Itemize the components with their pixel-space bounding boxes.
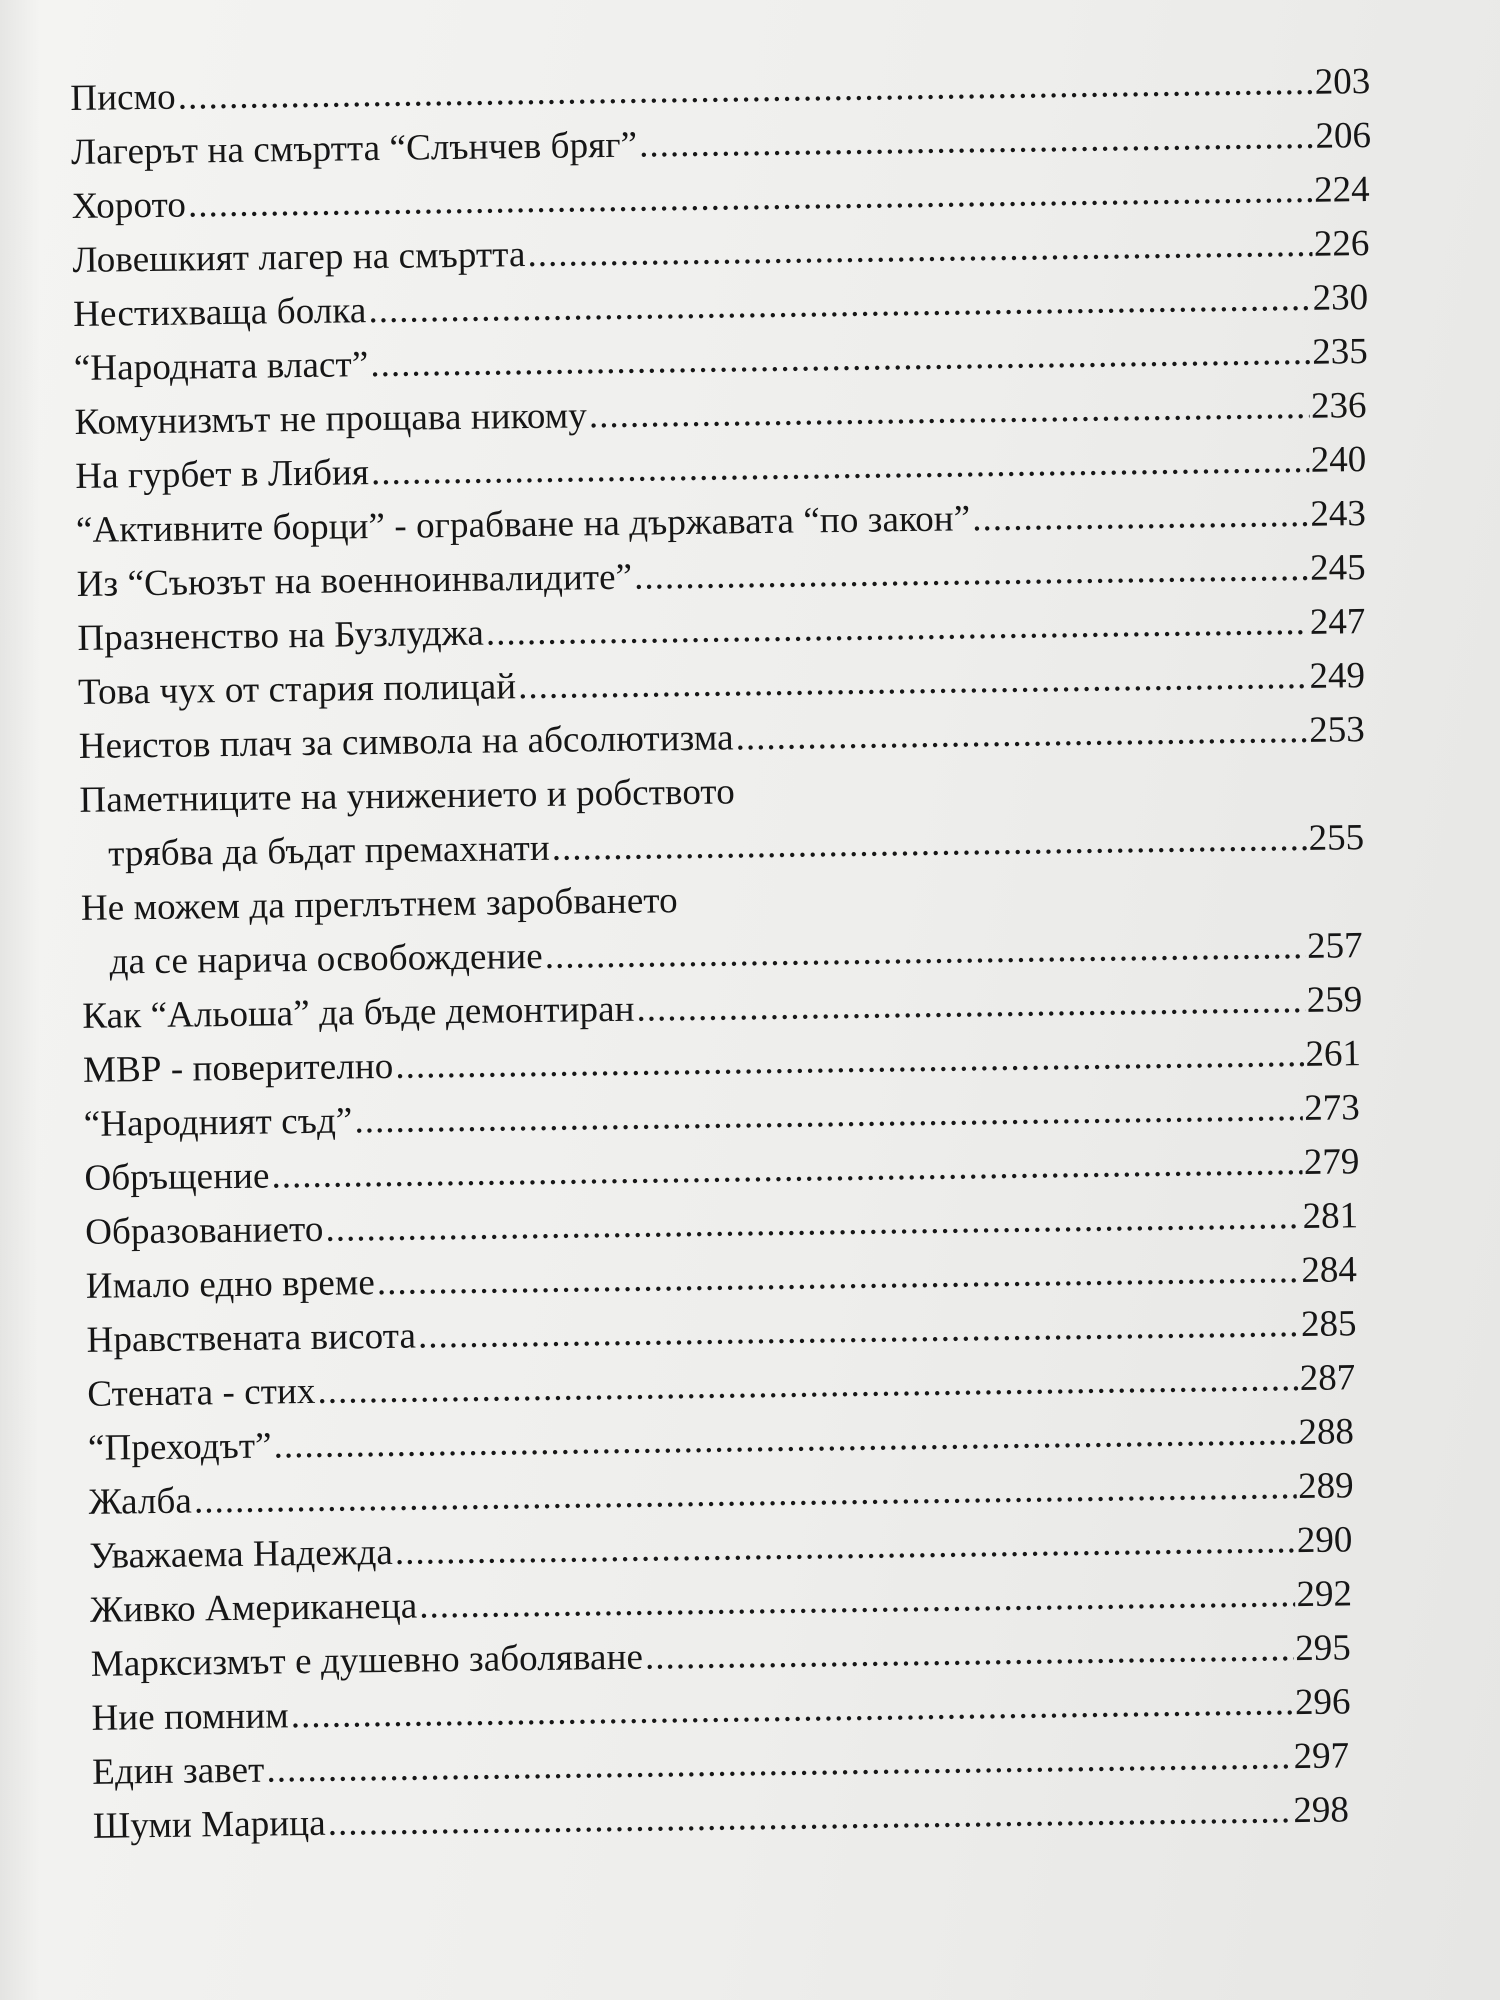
toc-entry-title: Жалба bbox=[88, 1480, 193, 1523]
toc-entry-page: 273 bbox=[1303, 1087, 1360, 1129]
toc-entry-title: “Преходът” bbox=[87, 1425, 272, 1469]
toc-entry-title: Из “Съюзът на военноинвалидите” bbox=[76, 556, 633, 605]
toc-entry-title: “Народната власт” bbox=[73, 344, 369, 389]
toc-entry-leader bbox=[639, 110, 1314, 173]
toc-entry-page: 255 bbox=[1308, 817, 1365, 859]
toc-entry-page: 287 bbox=[1299, 1357, 1356, 1400]
toc-entry-page: 245 bbox=[1309, 547, 1366, 589]
toc-entry-leader bbox=[645, 1622, 1294, 1684]
toc-entry-page: 296 bbox=[1294, 1681, 1351, 1724]
toc-entry-page: 224 bbox=[1313, 168, 1370, 211]
toc-entry-page: 261 bbox=[1305, 1033, 1362, 1075]
toc-entry-title: Уважаема Надежда bbox=[89, 1531, 394, 1577]
toc-entry-page: 235 bbox=[1312, 331, 1369, 373]
toc-entry-page: 298 bbox=[1293, 1789, 1350, 1832]
toc-entry-title: Имало едно време bbox=[85, 1262, 376, 1307]
toc-entry-title: Нравствената висота bbox=[86, 1315, 417, 1361]
toc-entry-page: 247 bbox=[1309, 601, 1366, 643]
toc-entry-leader bbox=[551, 812, 1307, 876]
toc-entry-page: 290 bbox=[1296, 1519, 1353, 1562]
toc-entry-leader bbox=[634, 542, 1309, 605]
toc-entry-page: 295 bbox=[1294, 1627, 1352, 1670]
toc-entry-page: 289 bbox=[1297, 1465, 1354, 1508]
toc-entry-page: 236 bbox=[1310, 385, 1367, 427]
toc-entry-page: 285 bbox=[1300, 1303, 1357, 1345]
toc-entry-page: 203 bbox=[1314, 60, 1371, 103]
toc-entry-title: На гурбет в Либия bbox=[75, 452, 370, 497]
toc-entry-page: 257 bbox=[1306, 925, 1363, 967]
toc-entry-page: 253 bbox=[1308, 709, 1365, 751]
toc-entry-page: 281 bbox=[1302, 1195, 1359, 1237]
toc-entry-title: Лагерът на смъртта “Слънчев бряг” bbox=[70, 124, 638, 173]
toc-entry-title: Един завет bbox=[91, 1749, 265, 1793]
toc-entry-page: 297 bbox=[1293, 1735, 1350, 1778]
toc-entry-title: Паметниците на унижението и робството bbox=[79, 771, 736, 821]
toc-entry-page: 284 bbox=[1301, 1249, 1358, 1291]
toc-entry-leader bbox=[544, 920, 1305, 984]
toc-entry-title: Шуми Марица bbox=[92, 1802, 326, 1847]
toc-entry-title: Празненство на Бузлуджа bbox=[77, 612, 485, 659]
toc-entry-title: Стената - стих bbox=[87, 1370, 316, 1415]
toc-entry-page: 292 bbox=[1296, 1573, 1353, 1616]
toc-entry-title: Не можем да преглътнем заробването bbox=[80, 880, 678, 929]
toc-entry-title: “Активните борци” - ограбване на държавата “по закон” bbox=[75, 498, 971, 551]
toc-entry-title: трябва да бъдат премахнати bbox=[107, 827, 550, 875]
toc-entry-title: Ловешкият лагер на смъртта bbox=[72, 234, 526, 281]
toc-entry-leader bbox=[588, 380, 1309, 443]
toc-entry-page: 249 bbox=[1309, 655, 1366, 697]
toc-entry-title: Живко Американеца bbox=[89, 1585, 418, 1631]
toc-entry-title: Марксизмът е душевно заболяване bbox=[90, 1636, 644, 1685]
toc-entry-leader bbox=[636, 974, 1305, 1037]
toc-entry-title: Комунизмът не прощава никому bbox=[74, 395, 588, 443]
toc-entry-title: Как “Альоша” да бъде демонтиран bbox=[82, 988, 635, 1037]
toc-entry-page: 206 bbox=[1315, 114, 1372, 157]
toc-entry-page: 259 bbox=[1306, 979, 1363, 1021]
toc-entry-leader bbox=[972, 488, 1309, 546]
toc-entry-title: Нестихваща болка bbox=[72, 290, 367, 335]
toc-entry-page: 288 bbox=[1298, 1411, 1355, 1454]
toc-entry-leader bbox=[327, 1784, 1291, 1851]
toc-entry-title: “Народният съд” bbox=[83, 1100, 353, 1145]
toc-entry-page: 226 bbox=[1313, 223, 1370, 265]
toc-entry-title: Неистов плач за символа на абсолютизма bbox=[78, 717, 734, 767]
toc-entry-title: да се нарича освобождение bbox=[109, 935, 544, 983]
toc-entry-page: 243 bbox=[1310, 493, 1367, 535]
table-of-contents bbox=[70, 55, 1393, 1854]
toc-entry-page: 230 bbox=[1312, 277, 1369, 319]
toc-entry-title: Хорото bbox=[71, 184, 187, 227]
toc-entry-title: Ние помним bbox=[91, 1695, 290, 1739]
toc-entry-page: 240 bbox=[1310, 439, 1367, 481]
page-edge-shadow bbox=[0, 0, 40, 2000]
toc-entry-title: Това чух от стария полицай bbox=[77, 666, 517, 713]
toc-entry-title: Обръщение bbox=[84, 1155, 270, 1199]
toc-entry-title: Писмо bbox=[70, 76, 176, 119]
toc-entry-page: 279 bbox=[1303, 1141, 1360, 1183]
toc-entry-title: МВР - поверително bbox=[82, 1045, 394, 1091]
toc-entry-leader bbox=[735, 704, 1307, 765]
toc-entry-title: Образованието bbox=[84, 1208, 324, 1253]
